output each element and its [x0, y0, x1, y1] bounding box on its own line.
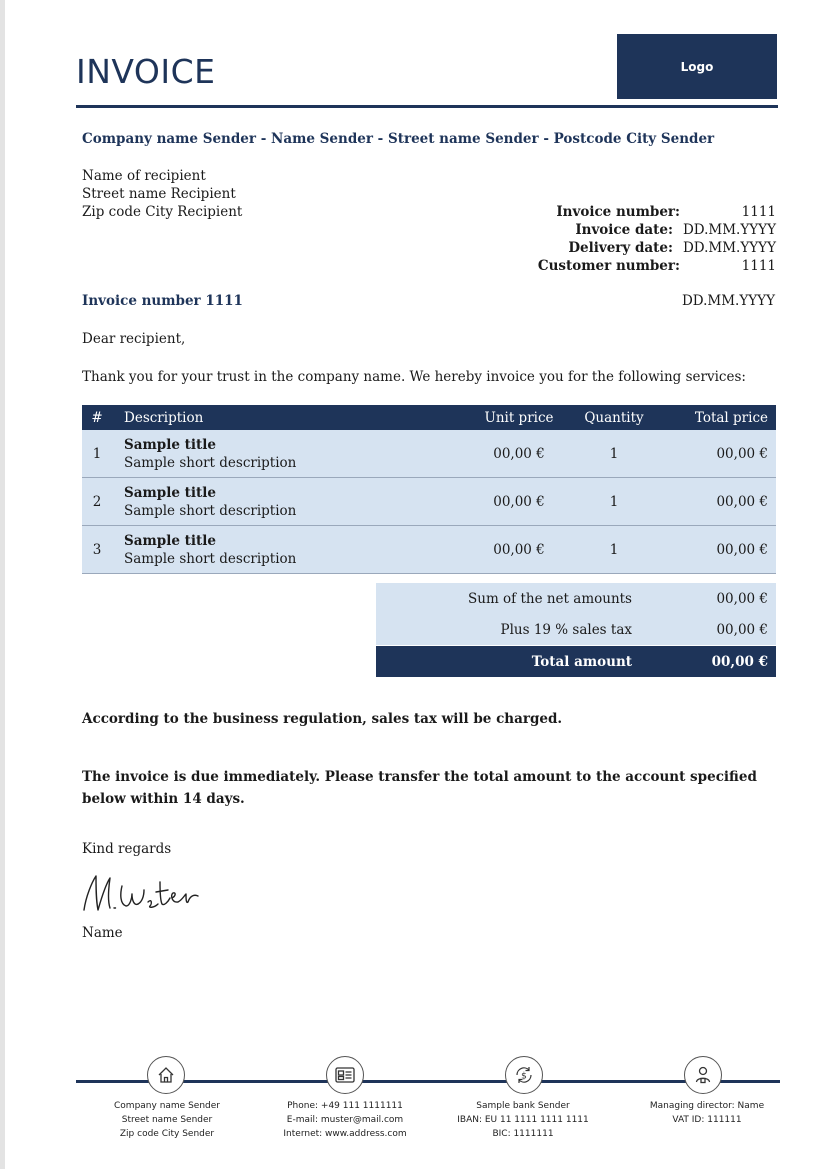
table-row: [82, 430, 776, 478]
footer-company-info: [617, 1099, 797, 1127]
footer-contact: [255, 1099, 435, 1141]
closing-regards: Kind regards: [82, 841, 172, 857]
sender-address-line: Company name Sender - Name Sender - Street name Sender - Postcode City Sender: [82, 131, 715, 147]
header-quantity: Quantity: [584, 409, 644, 426]
footer-line: IBAN: EU 11 1111 1111 1111: [457, 1115, 589, 1125]
total-amount-row: [376, 646, 776, 677]
header-total-price: Total price: [694, 409, 768, 426]
net-sum-row: [376, 583, 776, 614]
row-description: [112, 436, 464, 472]
row-description: [112, 532, 464, 568]
meta-invoice-date: [490, 221, 776, 239]
tax-row: [376, 614, 776, 645]
meta-value: DD.MM.YYYY: [682, 240, 776, 256]
row-subtitle: Sample short description: [124, 454, 297, 471]
row-num: 1: [92, 445, 102, 462]
row-description: [112, 484, 464, 520]
recipient-street: Street name Recipient: [82, 186, 236, 202]
footer-line: BIC: 1111111: [492, 1129, 554, 1139]
meta-customer-number: [490, 257, 776, 275]
tax-value: 00,00 €: [716, 621, 768, 638]
total-amount-value: 00,00 €: [711, 653, 768, 670]
row-num: 2: [92, 493, 102, 510]
footer-line: Sample bank Sender: [476, 1101, 570, 1111]
recipient-city: Zip code City Recipient: [82, 204, 243, 220]
intro-text: Thank you for your trust in the company name. We hereby invoice you for the following services:: [82, 369, 746, 385]
footer-line: Managing director: Name: [649, 1101, 765, 1111]
net-sum-label: Sum of the net amounts: [468, 590, 632, 607]
row-subtitle: Sample short description: [124, 550, 297, 567]
row-quantity: 1: [609, 541, 619, 558]
invoice-heading: Invoice number 1111: [82, 293, 243, 309]
footer-address: [77, 1099, 257, 1141]
row-unit-price: 00,00 €: [493, 445, 545, 462]
row-subtitle: Sample short description: [124, 502, 297, 519]
row-title: Sample title: [124, 484, 216, 501]
meta-value: 1111: [741, 258, 776, 274]
logo-label: Logo: [680, 59, 714, 74]
totals-block: [376, 583, 776, 677]
header-rule: [76, 105, 778, 108]
svg-text:$: $: [521, 1071, 527, 1082]
tax-regulation-note: According to the business regulation, sales tax will be charged.: [82, 711, 563, 727]
footer-line: Company name Sender: [114, 1101, 220, 1111]
meta-value: DD.MM.YYYY: [682, 222, 776, 238]
meta-label: Customer number:: [537, 258, 680, 274]
meta-label: Invoice date:: [575, 222, 673, 238]
handwritten-signature: [76, 868, 206, 924]
row-quantity: 1: [609, 493, 619, 510]
logo-placeholder: [617, 34, 777, 99]
row-quantity: 1: [609, 445, 619, 462]
invoice-heading-date: DD.MM.YYYY: [681, 293, 775, 309]
footer-line: VAT ID: 111111: [672, 1115, 742, 1125]
line-items-table: [82, 405, 776, 574]
footer-bank: [433, 1099, 613, 1141]
row-title: Sample title: [124, 532, 216, 549]
table-row: [82, 478, 776, 526]
row-total: 00,00 €: [716, 445, 768, 462]
invoice-meta: [490, 203, 776, 275]
table-header: [82, 405, 776, 430]
meta-value: 1111: [741, 204, 776, 220]
greeting: Dear recipient,: [82, 331, 186, 347]
row-total: 00,00 €: [716, 493, 768, 510]
header-unit-price: Unit price: [484, 409, 554, 426]
meta-invoice-number: [490, 203, 776, 221]
person-icon: [684, 1056, 722, 1094]
row-total: 00,00 €: [716, 541, 768, 558]
house-icon: [147, 1056, 185, 1094]
meta-delivery-date: [490, 239, 776, 257]
header-description: Description: [124, 409, 204, 426]
footer-line: Phone: +49 111 1111111: [287, 1101, 403, 1111]
contact-card-icon: [326, 1056, 364, 1094]
table-row: [82, 526, 776, 574]
row-unit-price: 00,00 €: [493, 541, 545, 558]
footer-line: Zip code City Sender: [119, 1129, 215, 1139]
footer-line: Street name Sender: [121, 1115, 213, 1125]
meta-label: Invoice number:: [556, 204, 680, 220]
money-exchange-icon: [505, 1056, 543, 1094]
signatory-name: Name: [82, 925, 123, 941]
meta-label: Delivery date:: [568, 240, 673, 256]
row-title: Sample title: [124, 436, 216, 453]
tax-label: Plus 19 % sales tax: [500, 621, 632, 638]
net-sum-value: 00,00 €: [716, 590, 768, 607]
footer-line: E-mail: muster@mail.com: [286, 1115, 404, 1125]
row-num: 3: [92, 541, 102, 558]
recipient-address: [82, 167, 242, 221]
header-num: #: [91, 409, 103, 426]
payment-due-note: The invoice is due immediately. Please transfer the total amount to the account specified below within 14 days.: [82, 769, 757, 807]
page-edge: [0, 0, 5, 1169]
row-unit-price: 00,00 €: [493, 493, 545, 510]
recipient-name: Name of recipient: [82, 168, 206, 184]
document-title: INVOICE: [76, 52, 216, 91]
total-amount-label: Total amount: [531, 653, 632, 670]
footer-line: Internet: www.address.com: [283, 1129, 407, 1139]
